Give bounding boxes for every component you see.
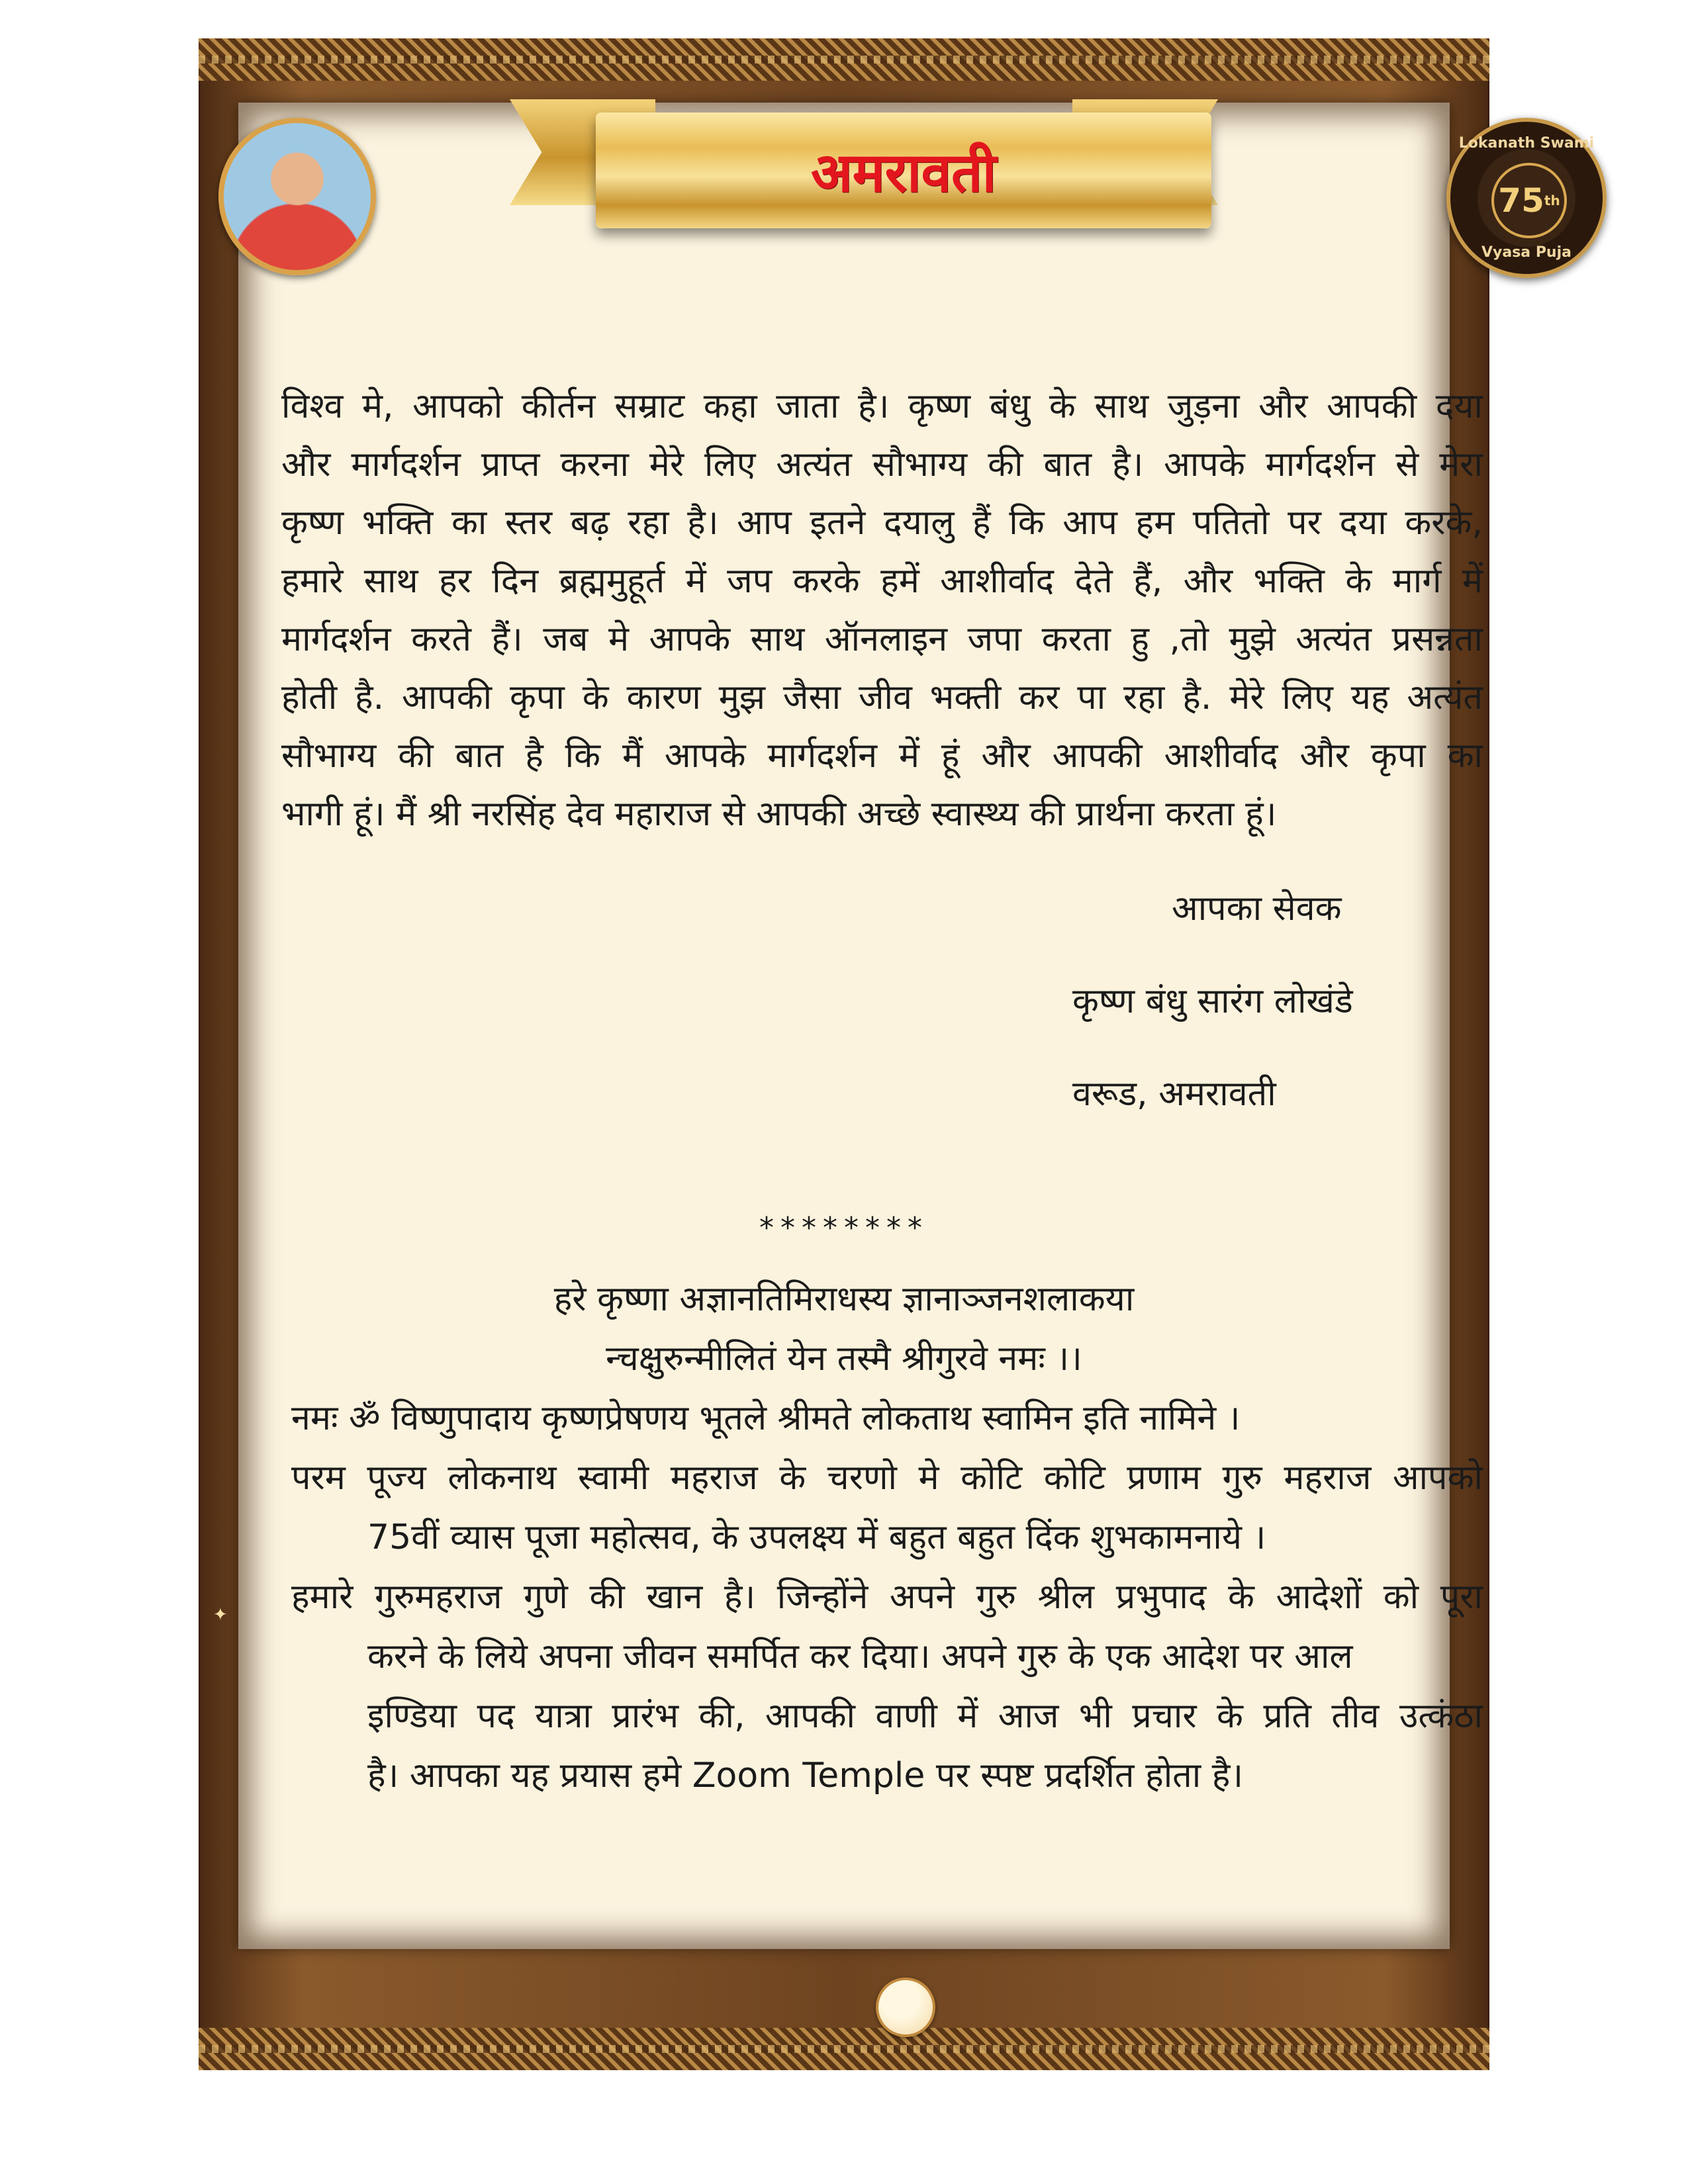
top-ornamental-border: [199, 38, 1489, 81]
avatar-photo: [218, 118, 376, 275]
verse-line: हरे कृष्णा अज्ञानतिमिराधस्य ज्ञानाञ्जनशलाकया: [553, 1279, 1135, 1319]
letter1-line: कृष्ण भक्ति का स्तर बढ़ रहा है। आप इतने दयालु हैं कि आप हम पतितो पर दया करके,: [281, 503, 1483, 543]
letter1-line: विश्व मे, आपको कीर्तन सम्राट कहा जाता है। कृष्ण बंधु के साथ जुड़ना और आपकी दया: [281, 387, 1483, 426]
letter1-body: [281, 377, 1486, 843]
badge-top-text: Lokanath Swami: [1458, 135, 1595, 152]
page-title: अमरावती: [810, 141, 997, 205]
vyasa-puja-badge: [1446, 118, 1607, 278]
paragraph-line: हमारे गुरुमहराज गुणे की खान है। जिन्होंने अपने गुरु श्रील प्रभुपाद के आदेशों को पूरा: [291, 1577, 1483, 1617]
letter1-line: भागी हूं। मैं श्री नरसिंह देव महाराज से आपकी अच्छे स्वास्थ्य की प्रार्थना करता हूं।: [281, 794, 1277, 834]
badge-number-value: 75: [1498, 181, 1544, 220]
section-separator: ********: [759, 1211, 929, 1245]
letter1-line: हमारे साथ हर दिन ब्रह्ममुहूर्त में जप करके हमें आशीर्वाद देते हैं, और भक्ति के मार्ग में: [281, 561, 1483, 601]
letter1-line: सौभाग्य की बात है कि मैं आपके मार्गदर्शन में हूं और आपकी आशीर्वाद और कृपा का: [281, 736, 1483, 776]
paragraph-line: इण्डिया पद यात्रा प्रारंभ की, आपकी वाणी में आज भी प्रचार के प्रति तीव उत्कंठा: [367, 1696, 1483, 1736]
badge-number: [1491, 163, 1567, 238]
sparkle-icon: ✦: [213, 1605, 228, 1625]
badge-bottom-text: Vyasa Puja: [1481, 244, 1571, 261]
letter1-line: और मार्गदर्शन प्राप्त करना मेरे लिए अत्यंत सौभाग्य की बात है। आपके मार्गदर्शन से मेरा: [281, 445, 1483, 484]
signature-name: कृष्ण बंधु सारंग लोखंडे: [1072, 981, 1353, 1021]
paragraph-line: परम पूज्य लोकनाथ स्वामी महराज के चरणो मे कोटि कोटि प्रणाम गुरु महराज आपको: [291, 1458, 1483, 1498]
verse-line: नमः ॐ विष्णुपादाय कृष्णप्रेषणय भूतले श्रीमते लोकताथ स्वामिन इति नामिने ।: [291, 1398, 1241, 1438]
letter1-line: मार्गदर्शन करते हैं। जब मे आपके साथ ऑनलाइन जपा करता हु ,तो मुझे अत्यंत प्रसन्नता: [281, 619, 1483, 659]
paragraph-line: है। आपका यह प्रयास हमे Zoom Temple पर स्पष्ट प्रदर्शित होता है।: [367, 1756, 1244, 1796]
paragraph-line: 75वीं व्यास पूजा महोत्सव, के उपलक्ष्य में बहुत बहुत दिंक शुभकामनाये ।: [367, 1518, 1266, 1557]
verse-line: न्चक्षुरुन्मीलितं येन तस्मै श्रीगुरवे नमः ।।: [606, 1339, 1082, 1379]
bottom-medallion: [876, 1978, 935, 2037]
badge-number-suffix: th: [1544, 193, 1560, 208]
signature-place: वरूड, अमरावती: [1072, 1074, 1276, 1114]
paragraph-line: करने के लिये अपना जीवन समर्पित कर दिया। अपने गुरु के एक आदेश पर आल: [367, 1637, 1353, 1676]
letter1-line: होती है. आपकी कृपा के कारण मुझ जैसा जीव भक्ती कर पा रहा है. मेरे लिए यह अत्यंत: [281, 678, 1483, 717]
closing-text: आपका सेवक: [1172, 889, 1342, 929]
letter1-paragraph: [281, 377, 1483, 843]
title-ribbon: [596, 113, 1211, 228]
bottom-ornamental-border: [199, 2028, 1489, 2070]
